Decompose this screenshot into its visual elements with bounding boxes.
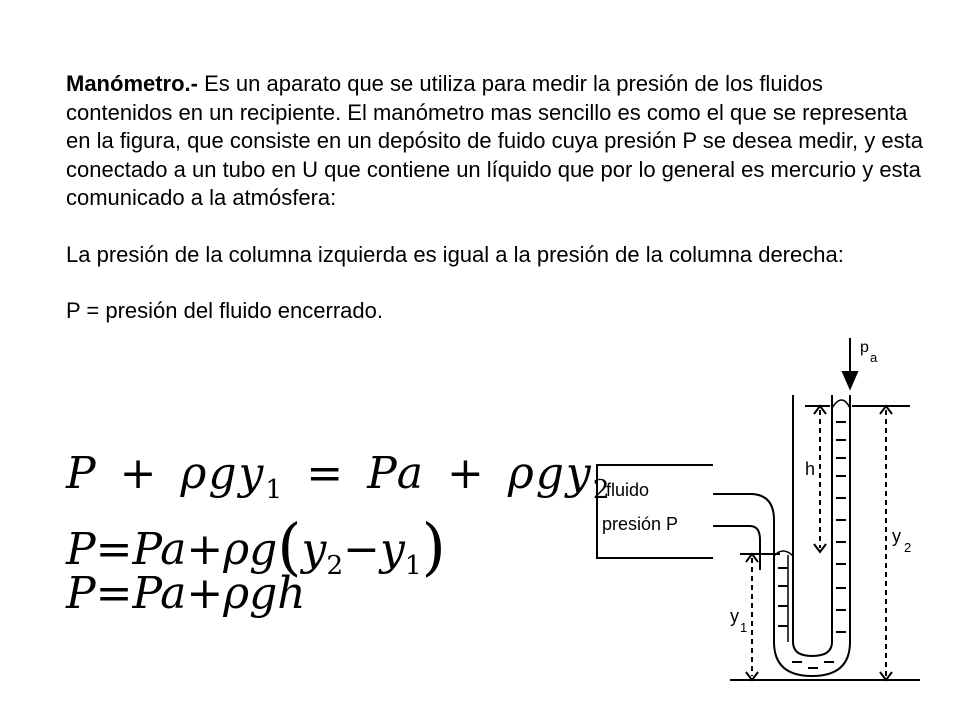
label-presion: presión P — [602, 514, 679, 534]
eq1-gy: gy — [208, 448, 266, 499]
eq2-close-paren: ) — [421, 510, 446, 583]
equation-1 — [66, 448, 612, 505]
eq2-open-paren: ( — [277, 510, 302, 583]
label-fluido: fluido — [606, 480, 650, 500]
eq1-equals: = — [306, 448, 346, 499]
eq2-equals: = — [95, 524, 133, 575]
u-tube-inner-wall — [793, 395, 832, 656]
mercury-dashes-bottom — [792, 662, 834, 668]
equation-3 — [66, 568, 306, 619]
meniscus-right — [832, 400, 850, 408]
eq1-pa: Pa — [367, 448, 425, 499]
eq3-p: P — [66, 568, 96, 619]
eq2-plus: + — [186, 524, 224, 575]
manometer-diagram — [580, 330, 940, 710]
definition-text: Es un aparato que se utiliza para medir la presión de los fluidos contenidos en un recipiente. El manómetro mas sencillo es como el que se representa en la figura, que consiste en un depósito de fuido cuya presión P se desea medir, y esta conectado a un tubo en U que contiene un líquido que por lo general es mercurio y esta comunicado a la atmósfera: — [66, 71, 923, 210]
eq2-p: P — [66, 524, 96, 575]
label-h: h — [805, 459, 816, 479]
paragraph-columns: La presión de la columna izquierda es igual a la presión de la columna derecha: — [66, 241, 844, 267]
eq1-plus2: + — [446, 448, 486, 499]
eq2-sub2: 2 — [326, 549, 344, 581]
label-y1: y — [730, 606, 739, 626]
eq1-plus1: + — [119, 448, 159, 499]
text-block — [66, 70, 926, 326]
eq2-sub1: 1 — [404, 549, 422, 581]
eq1-gy2: gy — [535, 448, 593, 499]
eq2-minus: − — [343, 524, 381, 575]
paragraph-pressure-def: P = presión del fluido encerrado. — [66, 298, 383, 323]
eq1-sub1: 1 — [265, 473, 285, 505]
eq3-pa: Pa — [132, 568, 187, 619]
pa-arrow-head — [843, 372, 857, 388]
eq3-plus: + — [186, 568, 224, 619]
eq3-equals: = — [95, 568, 133, 619]
label-y2-sub: 2 — [904, 540, 912, 555]
u-tube-outer-wall — [713, 395, 850, 676]
label-y2: y — [892, 526, 901, 546]
eq3-rhogh: ρgh — [223, 568, 306, 619]
reservoir-outline — [597, 465, 713, 558]
u-tube-inner-top — [713, 526, 760, 570]
label-p-sub-a: a — [870, 350, 878, 365]
mercury-dashes-left — [778, 568, 788, 626]
label-y1-sub: 1 — [740, 620, 748, 635]
paragraph-definition — [66, 70, 926, 213]
label-p: p — [860, 339, 869, 356]
mercury-dashes-right — [836, 422, 846, 632]
eq1-rho: ρ — [180, 448, 209, 499]
eq2-y1: y — [380, 524, 405, 575]
eq2-y2: y — [301, 524, 327, 575]
eq1-sub2: 2 — [592, 473, 612, 505]
eq1-p: P — [66, 448, 98, 499]
term-manometro: Manómetro.- — [66, 71, 198, 96]
eq1-rho2: ρ — [507, 448, 536, 499]
eq2-pa: Pa — [132, 524, 187, 575]
eq2-rhog: ρg — [223, 524, 278, 575]
